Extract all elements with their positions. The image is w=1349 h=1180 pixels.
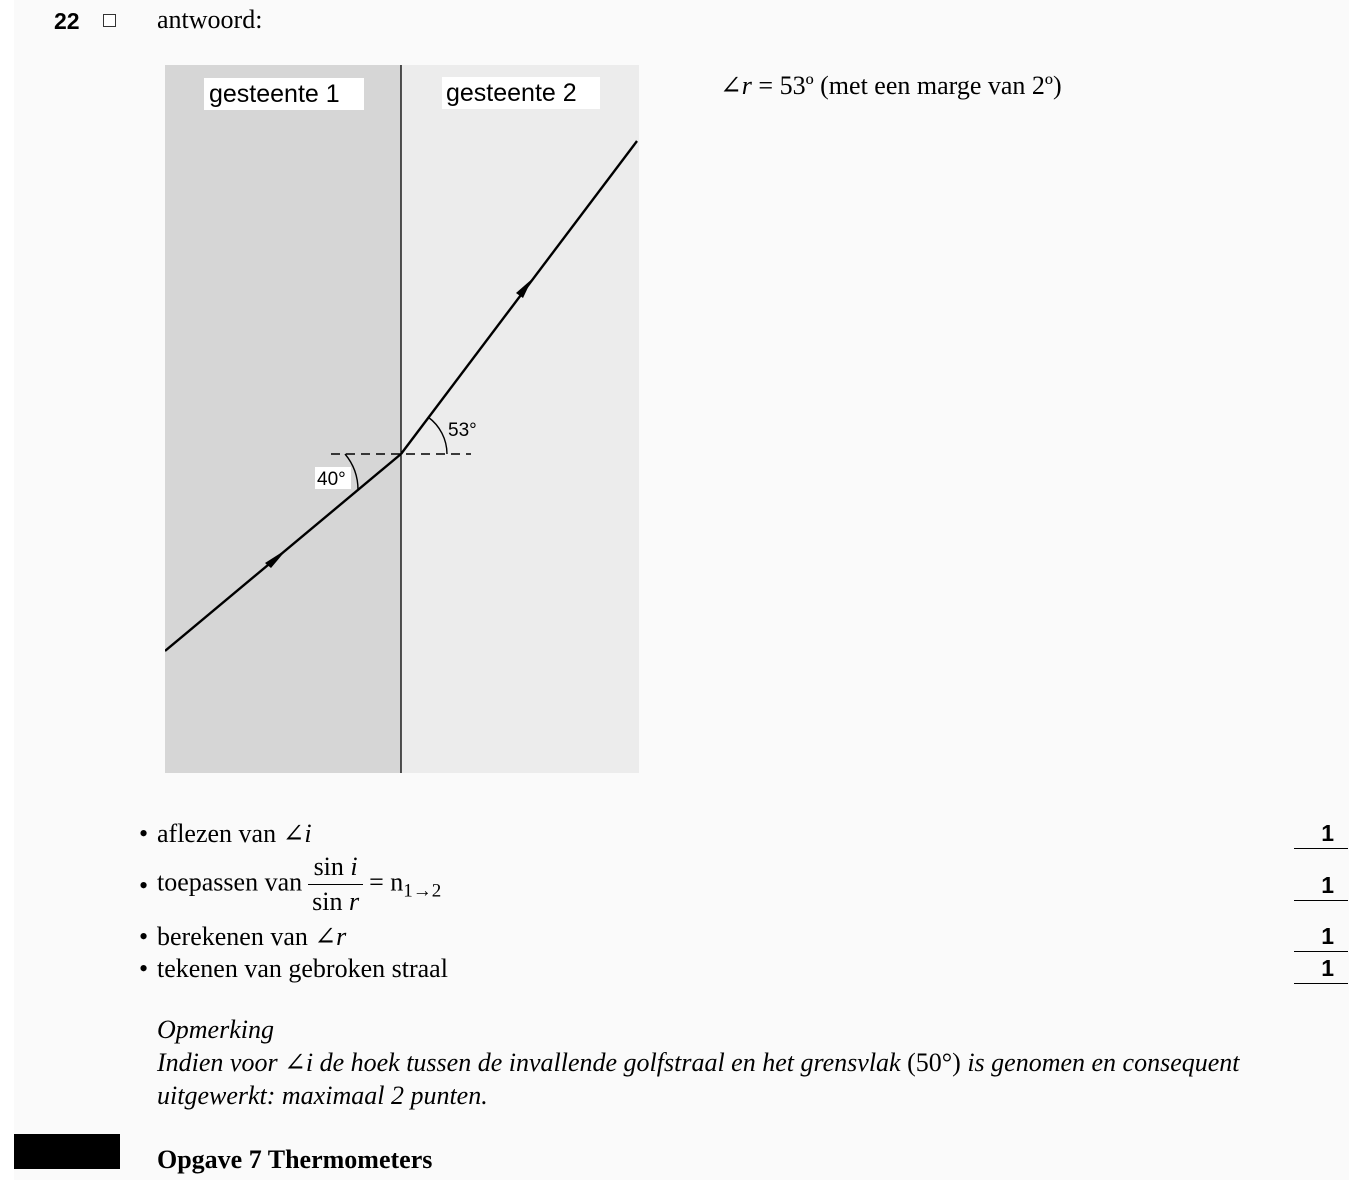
criterion-score: 1 xyxy=(1294,953,1348,984)
section-heading: Opgave 7 Thermometers xyxy=(157,1145,433,1174)
refraction-figure xyxy=(165,65,639,778)
rock-layer-2 xyxy=(401,65,639,773)
criterion-text: berekenen van ∠r xyxy=(157,922,347,951)
incidence-angle-label: 40° xyxy=(317,469,346,490)
bullet: • xyxy=(139,819,149,848)
criterion-text: aflezen van ∠i xyxy=(157,819,312,848)
angle-symbol: ∠ xyxy=(720,71,742,100)
question-prompt: antwoord: xyxy=(157,5,263,34)
answer-variable: r xyxy=(741,71,752,100)
rock-layer-1-label: gesteente 1 xyxy=(209,80,340,108)
refraction-diagram xyxy=(165,65,639,773)
section-marker xyxy=(14,1134,120,1169)
snell-fraction xyxy=(308,852,363,917)
criterion-text: tekenen van gebroken straal xyxy=(157,954,448,983)
note-title: Opmerking xyxy=(157,1015,274,1044)
criterion-score: 1 xyxy=(1294,870,1348,901)
rock-layer-2-label: gesteente 2 xyxy=(446,79,577,107)
question-checkbox[interactable] xyxy=(103,14,116,27)
refraction-angle-label: 53° xyxy=(448,420,477,441)
answer-value: = 53º (met een marge van 2º) xyxy=(751,71,1062,100)
criterion-score: 1 xyxy=(1294,818,1348,849)
rock-layer-1 xyxy=(165,65,401,773)
bullet: • xyxy=(139,871,149,900)
bullet: • xyxy=(139,954,149,983)
answer-statement xyxy=(720,70,1062,102)
note-body: Indien voor ∠i de hoek tussen de invallende golfstraal en het grensvlak (50°) is genomen en consequent uitgewerkt: maximaal 2 punten. xyxy=(157,1048,1240,1110)
criterion-text: toepassen van $\frac{\text{sin i}}{\text{sin r}}$ = $n_{1\to 2}$ xyxy=(157,852,442,916)
fraction-numerator: sin i xyxy=(308,852,363,885)
criterion-score: 1 xyxy=(1294,921,1348,952)
bullet: • xyxy=(139,922,149,951)
fraction-denominator: sin r xyxy=(312,887,360,916)
question-number: 22 xyxy=(54,8,80,34)
